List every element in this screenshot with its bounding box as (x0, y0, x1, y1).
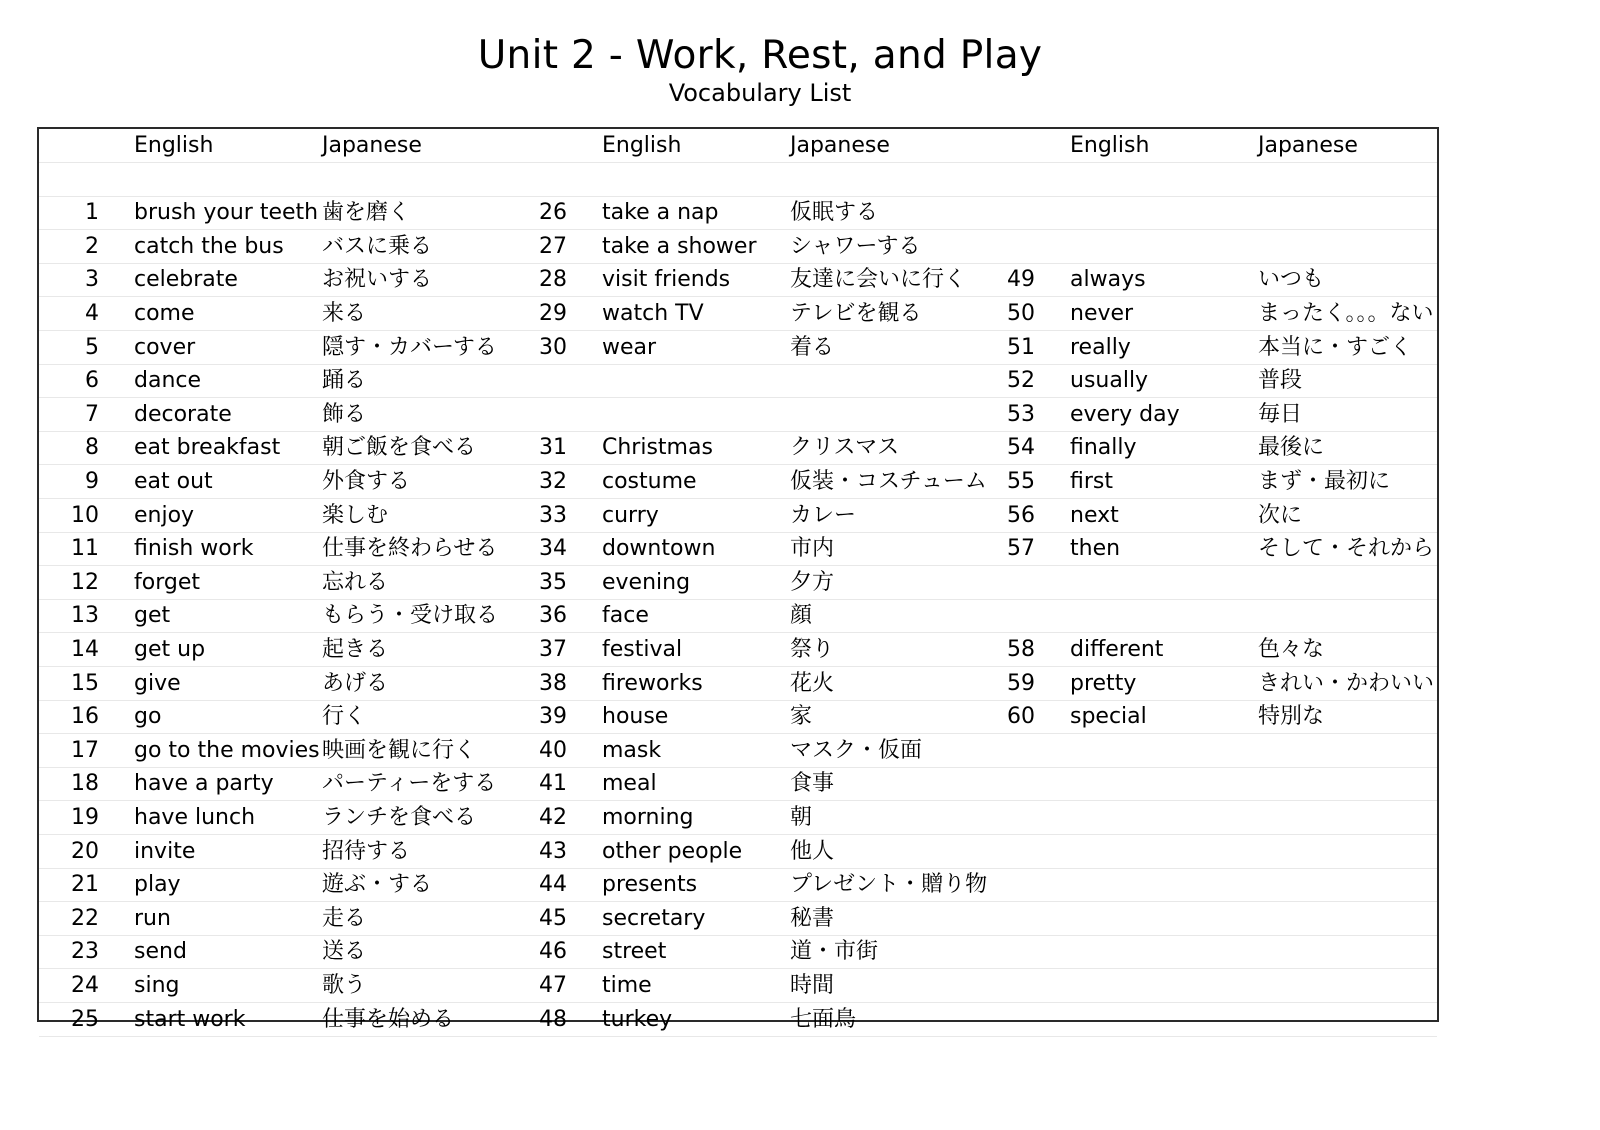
english-term: mask (602, 737, 662, 763)
english-term: dance (134, 368, 202, 394)
english-term: different (1070, 637, 1164, 662)
table-row (39, 767, 1437, 801)
japanese-term: 本当に・すごく (1258, 334, 1413, 360)
header-english-3: English (1070, 133, 1150, 158)
english-term: morning (602, 805, 694, 830)
english-term: pretty (1070, 670, 1137, 696)
row-number: 1 (85, 200, 99, 226)
english-term: finish work (134, 536, 254, 562)
english-term: every day (1070, 401, 1180, 427)
english-term: forget (134, 569, 200, 595)
japanese-term: 顔 (790, 603, 813, 629)
english-term: presents (602, 872, 698, 898)
english-term: eat out (134, 469, 213, 494)
header-japanese-2: Japanese (790, 133, 890, 158)
row-number: 4 (85, 301, 99, 326)
english-term: start work (134, 1006, 246, 1032)
row-number: 9 (85, 469, 99, 494)
japanese-term: 道・市街 (790, 939, 879, 965)
row-number: 43 (539, 838, 567, 864)
english-term: Christmas (602, 435, 713, 461)
row-number: 12 (71, 569, 99, 595)
table-row (39, 431, 1437, 465)
table-row (39, 532, 1437, 566)
english-term: finally (1070, 435, 1137, 461)
japanese-term: 食事 (790, 771, 835, 797)
japanese-term: パーティーをする (322, 771, 497, 797)
japanese-term: 招待する (322, 838, 411, 864)
japanese-term: 隠す・カバーする (322, 334, 497, 360)
japanese-term: 普段 (1258, 368, 1303, 394)
vocabulary-table (37, 127, 1439, 1032)
japanese-term: 次に (1258, 502, 1303, 528)
japanese-term: 家 (790, 704, 813, 730)
table-row (39, 196, 1437, 230)
row-number: 46 (539, 939, 567, 965)
english-term: meal (602, 771, 657, 797)
japanese-term: 来る (322, 301, 367, 326)
english-term: really (1070, 334, 1131, 360)
english-term: visit friends (602, 267, 731, 293)
english-term: cover (134, 334, 196, 360)
english-term: come (134, 301, 195, 326)
table-row (39, 633, 1437, 667)
table-row (39, 734, 1437, 768)
japanese-term: 行く (322, 704, 367, 730)
english-term: give (134, 670, 181, 696)
table-row (39, 398, 1437, 432)
japanese-term: いつも (1258, 267, 1325, 293)
row-number: 15 (71, 670, 99, 696)
japanese-term: 朝 (790, 805, 813, 830)
japanese-term: 走る (322, 905, 367, 931)
page-title: Unit 2 - Work, Rest, and Play (477, 33, 1043, 78)
page-subtitle: Vocabulary List (668, 79, 852, 107)
table-row (39, 935, 1437, 969)
row-number: 26 (539, 200, 567, 226)
table-row (39, 667, 1437, 701)
table-row (39, 868, 1437, 902)
english-term: go (134, 704, 162, 730)
japanese-term: 踊る (322, 368, 367, 394)
japanese-term: 歌う (322, 973, 367, 998)
english-term: catch the bus (134, 233, 284, 259)
english-term: get (134, 603, 171, 629)
japanese-term: 仕事を終わらせる (322, 536, 498, 562)
row-number: 38 (539, 670, 567, 696)
row-number: 3 (85, 267, 99, 293)
japanese-term: 時間 (790, 973, 835, 998)
table-row (39, 465, 1437, 499)
table-row (39, 902, 1437, 936)
header-japanese-1: Japanese (322, 133, 422, 158)
japanese-term: 秘書 (790, 905, 835, 931)
row-number: 25 (71, 1006, 99, 1032)
japanese-term: 仮装・コスチューム (790, 469, 987, 494)
row-number: 53 (1007, 401, 1035, 427)
table-spacer-row (39, 163, 1437, 197)
table-row (39, 263, 1437, 297)
table-row (39, 700, 1437, 734)
row-number: 29 (539, 301, 567, 326)
japanese-term: 遊ぶ・する (322, 872, 433, 898)
row-number: 8 (85, 435, 99, 461)
english-term: festival (602, 637, 683, 662)
japanese-term: 仕事を始める (322, 1006, 455, 1032)
english-term: evening (602, 569, 691, 595)
english-term: have lunch (134, 805, 256, 830)
table-row (39, 331, 1437, 365)
header-japanese-3: Japanese (1258, 133, 1358, 158)
row-number: 50 (1007, 301, 1035, 326)
english-term: wear (602, 334, 657, 360)
japanese-term: 他人 (790, 838, 835, 864)
japanese-term: まず・最初に (1258, 469, 1391, 494)
row-number: 18 (71, 771, 99, 797)
row-number: 16 (71, 704, 99, 730)
row-number: 44 (539, 872, 567, 898)
japanese-term: もらう・受け取る (322, 603, 499, 629)
english-term: eat breakfast (134, 435, 281, 461)
row-number: 34 (539, 536, 567, 562)
row-number: 52 (1007, 368, 1035, 394)
english-term: costume (602, 469, 697, 494)
row-number: 24 (71, 973, 99, 998)
row-number: 45 (539, 905, 567, 931)
english-term: house (602, 704, 669, 730)
table-row (39, 969, 1437, 1003)
japanese-term: 着る (790, 334, 835, 360)
row-number: 35 (539, 569, 567, 595)
row-number: 28 (539, 267, 567, 293)
english-term: enjoy (134, 502, 195, 528)
header-english-2: English (602, 133, 682, 158)
table-row (39, 297, 1437, 331)
japanese-term: 送る (322, 939, 367, 965)
english-term: sing (134, 973, 180, 998)
english-term: get up (134, 637, 206, 662)
japanese-term: あげる (322, 670, 389, 696)
japanese-term: プレゼント・贈り物 (790, 872, 988, 898)
japanese-term: 歯を磨く (322, 200, 411, 226)
english-term: watch TV (602, 301, 704, 326)
english-term: then (1070, 536, 1121, 562)
english-term: street (602, 939, 667, 965)
table-row (39, 230, 1437, 264)
japanese-term: 友達に会いに行く (790, 267, 967, 293)
japanese-term: 仮眠する (790, 200, 879, 226)
japanese-term: シャワーする (790, 233, 921, 259)
row-number: 10 (71, 502, 99, 528)
row-number: 27 (539, 233, 567, 259)
row-number: 33 (539, 502, 567, 528)
row-number: 48 (539, 1006, 567, 1032)
japanese-term: お祝いする (322, 267, 433, 293)
table-row (39, 835, 1437, 869)
row-number: 55 (1007, 469, 1035, 494)
row-number: 11 (71, 536, 99, 562)
english-term: decorate (134, 401, 232, 427)
table-row (39, 364, 1437, 398)
row-number: 17 (71, 737, 99, 763)
english-term: time (602, 973, 652, 998)
japanese-term: 七面鳥 (790, 1006, 857, 1032)
japanese-term: 市内 (790, 536, 835, 562)
english-term: downtown (602, 536, 716, 562)
japanese-term: ランチを食べる (322, 805, 477, 830)
japanese-term: 忘れる (322, 569, 389, 595)
table-row (39, 499, 1437, 533)
table-row (39, 599, 1437, 633)
table-header-row (39, 129, 1437, 163)
row-number: 58 (1007, 637, 1035, 662)
english-term: first (1070, 469, 1113, 494)
row-number: 57 (1007, 536, 1035, 562)
japanese-term: 外食する (322, 469, 411, 494)
table-row (39, 566, 1437, 600)
row-number: 59 (1007, 670, 1035, 696)
row-number: 47 (539, 973, 567, 998)
row-number: 60 (1007, 704, 1035, 730)
japanese-term: 朝ご飯を食べる (322, 435, 477, 461)
table-row (39, 801, 1437, 835)
english-term: other people (602, 838, 743, 864)
japanese-term: クリスマス (790, 435, 900, 461)
row-number: 39 (539, 704, 567, 730)
japanese-term: テレビを観る (790, 301, 922, 326)
japanese-term: 花火 (790, 670, 835, 696)
header-english-1: English (134, 133, 214, 158)
row-number: 32 (539, 469, 567, 494)
row-number: 7 (85, 401, 99, 427)
english-term: play (134, 872, 181, 898)
japanese-term: マスク・仮面 (790, 737, 923, 763)
english-term: secretary (602, 905, 706, 931)
english-term: go to the movies (134, 737, 320, 763)
english-term: run (134, 905, 171, 931)
row-number: 21 (71, 872, 99, 898)
english-term: face (602, 603, 649, 629)
english-term: brush your teeth (134, 200, 319, 226)
english-term: always (1070, 267, 1146, 293)
row-number: 37 (539, 637, 567, 662)
row-number: 36 (539, 603, 567, 629)
japanese-term: 起きる (322, 637, 389, 662)
row-number: 2 (85, 233, 99, 259)
english-term: special (1070, 704, 1147, 730)
english-term: turkey (602, 1006, 673, 1032)
table-row (39, 1003, 1437, 1037)
japanese-term: 飾る (322, 401, 367, 427)
row-number: 20 (71, 838, 99, 864)
row-number: 56 (1007, 502, 1035, 528)
japanese-term: きれい・かわいい (1258, 670, 1435, 696)
english-term: next (1070, 502, 1119, 528)
row-number: 49 (1007, 267, 1035, 293)
japanese-term: まったく。。。ない (1258, 301, 1434, 326)
row-number: 31 (539, 435, 567, 461)
japanese-term: 毎日 (1258, 401, 1303, 427)
english-term: usually (1070, 368, 1149, 394)
row-number: 51 (1007, 334, 1035, 360)
row-number: 5 (85, 334, 99, 360)
row-number: 22 (71, 905, 99, 931)
english-term: celebrate (134, 267, 238, 293)
row-number: 19 (71, 805, 99, 830)
japanese-term: 祭り (790, 637, 835, 662)
english-term: take a shower (602, 233, 757, 259)
japanese-term: 映画を観に行く (322, 737, 477, 763)
row-number: 23 (71, 939, 99, 965)
english-term: never (1070, 301, 1134, 326)
english-term: take a nap (602, 200, 719, 226)
row-number: 54 (1007, 435, 1035, 461)
japanese-term: 夕方 (790, 569, 835, 595)
row-number: 14 (71, 637, 99, 662)
japanese-term: バスに乗る (322, 233, 433, 259)
row-number: 30 (539, 334, 567, 360)
english-term: curry (602, 502, 659, 528)
english-term: have a party (134, 771, 274, 797)
row-number: 6 (85, 368, 99, 394)
english-term: invite (134, 838, 196, 864)
row-number: 13 (71, 603, 99, 629)
japanese-term: 楽しむ (322, 502, 389, 528)
row-number: 40 (539, 737, 567, 763)
japanese-term: 最後に (1258, 435, 1325, 461)
japanese-term: 色々な (1258, 637, 1325, 662)
row-number: 42 (539, 805, 567, 830)
japanese-term: そして・それから (1258, 536, 1435, 562)
japanese-term: カレー (790, 502, 857, 528)
english-term: fireworks (602, 670, 703, 696)
japanese-term: 特別な (1258, 704, 1325, 730)
row-number: 41 (539, 771, 567, 797)
english-term: send (134, 939, 187, 965)
